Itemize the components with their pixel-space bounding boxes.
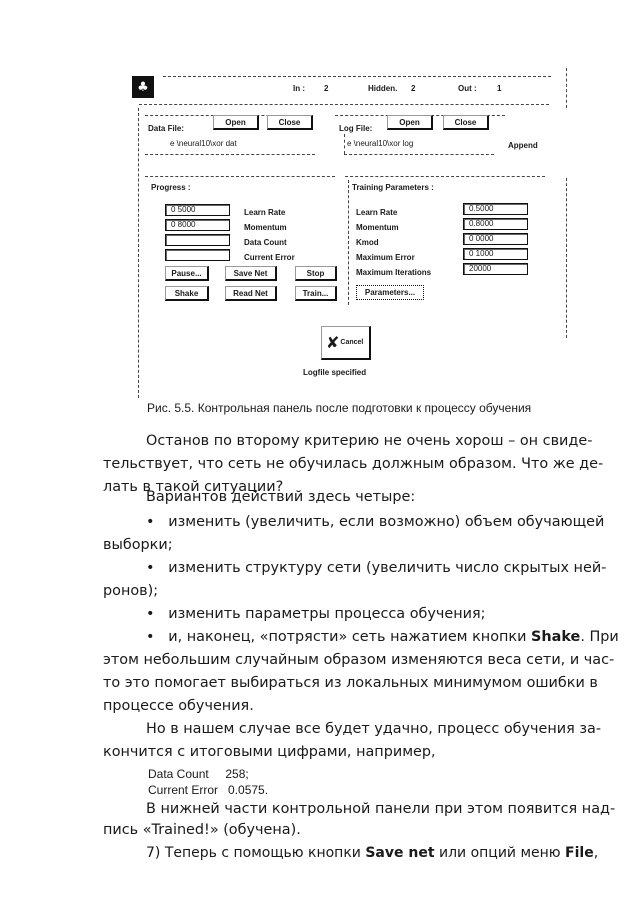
paragraph-line: Но в нашем случае все будет удачно, процесс обучения за-	[146, 721, 602, 737]
bullet-line: • изменить параметры процесса обучения;	[146, 606, 486, 622]
code-line-data-count	[148, 767, 249, 781]
status-text: Logfile specified	[303, 368, 367, 377]
progress-learn-rate-field: 0 5000	[165, 204, 230, 216]
paragraph-line: лать в такой ситуации?	[103, 479, 284, 495]
train-momentum-input[interactable]: 0.8000	[463, 218, 528, 230]
shake-keyword: Shake	[531, 629, 581, 645]
train-max-iterations-label: Maximum Iterations	[356, 268, 432, 277]
train-max-iterations-input[interactable]: 20000	[463, 263, 528, 275]
paragraph-line: 7) Теперь с помощью кнопки Save net или опций меню File,	[146, 845, 599, 861]
data-file-path: e \neural10\xor dat	[170, 139, 237, 148]
data-file-open-button[interactable]: Open	[213, 115, 259, 130]
bullet-text: изменить структуру сети (увеличить число скрытых ней-	[168, 560, 607, 576]
progress-learn-rate-label: Learn Rate	[244, 208, 286, 217]
train-max-error-label: Maximum Error	[356, 253, 415, 262]
train-kmod-input[interactable]: 0 0000	[463, 233, 528, 245]
figure-control-panel	[125, 68, 565, 390]
progress-momentum-field: 0 8000	[165, 219, 230, 231]
bullet-text: и, наконец, «потрясти» сеть нажатием кнопки	[168, 629, 532, 645]
pause-button[interactable]: Pause...	[165, 266, 209, 281]
progress-data-count-field	[165, 234, 230, 246]
code-line-current-error	[148, 783, 268, 797]
cancel-icon: ✘	[326, 333, 340, 352]
log-file-open-button[interactable]: Open	[387, 115, 433, 130]
save-net-button[interactable]: Save Net	[225, 266, 277, 281]
code-label: Current Error	[148, 783, 219, 797]
training-parameters-title: Training Parameters :	[352, 183, 434, 192]
bullet-text: изменить (увеличить, если возможно) объем обучающей	[168, 514, 605, 530]
save-net-keyword: Save net	[365, 845, 435, 861]
paragraph-line: пись «Trained!» (обучена).	[103, 822, 301, 838]
progress-data-count-label: Data Count	[244, 238, 287, 247]
out-label: Out :	[458, 84, 477, 93]
train-learn-rate-input[interactable]: 0.5000	[463, 203, 528, 215]
train-momentum-label: Momentum	[356, 223, 399, 232]
log-file-label: Log File:	[339, 124, 373, 133]
progress-momentum-label: Momentum	[244, 223, 287, 232]
code-label: Data Count	[148, 767, 209, 781]
paragraph-line: то это помогает выбираться из локальных минимумом ошибки в	[103, 675, 598, 691]
paragraph-line: этом небольшим случайным образом изменяются веса сети, и час-	[103, 652, 615, 668]
paragraph-line: кончится с итоговыми цифрами, например,	[103, 744, 436, 760]
bullet-text: . При	[580, 629, 619, 645]
hidden-value: 2	[411, 84, 416, 93]
log-file-close-button[interactable]: Close	[443, 115, 489, 130]
shake-button[interactable]: Shake	[165, 286, 209, 301]
code-value: 0.0575.	[228, 783, 269, 797]
paragraph-line: процессе обучения.	[103, 698, 254, 714]
data-file-label: Data File:	[148, 124, 185, 133]
bullet-line: • изменить структуру сети (увеличить число скрытых ней-	[146, 560, 607, 576]
out-value: 1	[497, 84, 502, 93]
text-run: или опций меню	[434, 845, 566, 861]
paragraph-line: В нижней части контрольной панели при этом появится над-	[146, 801, 616, 817]
progress-current-error-field	[165, 249, 230, 261]
data-file-close-button[interactable]: Close	[267, 115, 313, 130]
code-value: 258;	[225, 767, 249, 781]
bullet-line: • и, наконец, «потрясти» сеть нажатием кнопки Shake. При	[146, 629, 619, 645]
train-button[interactable]: Train...	[295, 286, 337, 301]
bullet-text: изменить параметры процесса обучения;	[168, 606, 486, 622]
file-keyword: File	[565, 845, 594, 861]
progress-title: Progress :	[151, 183, 191, 192]
progress-current-error-label: Current Error	[244, 253, 295, 262]
hidden-label: Hidden.	[368, 84, 398, 93]
read-net-button[interactable]: Read Net	[225, 286, 277, 301]
cancel-label: Cancel	[340, 339, 364, 346]
bullet-line: • изменить (увеличить, если возможно) объем обучающей	[146, 514, 605, 530]
parameters-button[interactable]: Parameters...	[356, 285, 424, 300]
in-value: 2	[324, 84, 329, 93]
log-file-path: e \neural10\xor log	[347, 139, 414, 148]
paragraph-line: Останов по второму критерию не очень хорош – он свиде-	[146, 433, 593, 449]
append-checkbox-label[interactable]: Append	[508, 141, 538, 150]
paragraph-line: ронов);	[103, 583, 159, 599]
train-learn-rate-label: Learn Rate	[356, 208, 398, 217]
stop-button[interactable]: Stop	[295, 266, 337, 281]
paragraph-line: тельствует, что сеть не обучилась должным образом. Что же де-	[103, 456, 604, 472]
paragraph-line: выборки;	[103, 537, 173, 553]
train-max-error-input[interactable]: 0 1000	[463, 248, 528, 260]
in-label: In :	[293, 84, 305, 93]
figure-caption: Рис. 5.5. Контрольная панель после подготовки к процессу обучения	[147, 401, 532, 415]
text-run: 7) Теперь с помощью кнопки	[146, 845, 366, 861]
paragraph-line: Вариантов действий здесь четыре:	[146, 489, 416, 505]
app-logo-icon: ♣	[132, 76, 154, 98]
cancel-button[interactable]	[321, 326, 371, 360]
train-kmod-label: Kmod	[356, 238, 379, 247]
